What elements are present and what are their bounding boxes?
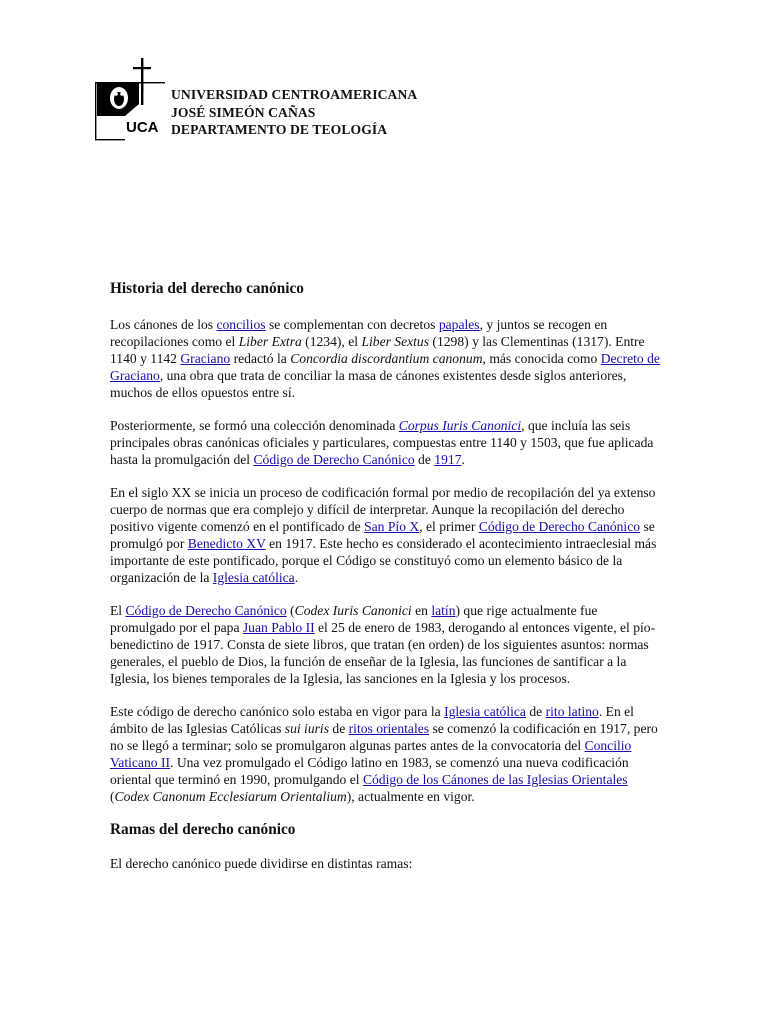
- university-name-line2: JOSÉ SIMEÓN CAÑAS: [171, 104, 316, 120]
- document-body: [110, 280, 662, 890]
- link-corpus-iuris-canonici[interactable]: Corpus Iuris Canonici: [398, 418, 522, 433]
- paragraph-5: Este código de derecho canónico solo estaba en vigor para la Iglesia católica de rito latino. En el ámbito de las Iglesias Católicas sui iuris de ritos orientales se comenzó la codificación en 1917, pero no se llegó a terminar; solo se promulgaron algunas partes antes de la convocatoria del Concilio Vaticano II. Una vez promulgado el Código latino en 1983, se comenzó una nueva codificación oriental que terminó en 1990, promulgando el Código de los Cánones de las Iglesias Orientales (Codex Canonum Ecclesiarum Orientalium), actualmente en vigor.: [110, 704, 658, 804]
- university-name: UNIVERSIDAD CENTROAMERICANA: [171, 87, 418, 102]
- link-codigo-derecho-canonico-3[interactable]: Código de Derecho Canónico: [125, 603, 287, 618]
- document-header: [95, 58, 695, 142]
- logo-text: UCA: [126, 119, 159, 136]
- institution-name: [171, 86, 417, 139]
- paragraph-4: El Código de Derecho Canónico (Codex Iuris Canonici en latín) que rige actualmente fue promulgado por el papa Juan Pablo II el 25 de enero de 1983, derogando al entonces vigente, el pío-benedictino de 1917. Consta de siete libros, que tratan (en orden) de los siguientes asuntos: normas generales, el pueblo de Dios, la función de enseñar de la Iglesia, las funciones de santificar a la Iglesia, los bienes temporales de la Iglesia, las sanciones en la Iglesia y los procesos.: [110, 603, 656, 686]
- link-concilio-vaticano-ii[interactable]: Concilio Vaticano II: [110, 738, 632, 770]
- link-benedicto-xv[interactable]: Benedicto XV: [187, 536, 266, 551]
- link-codigo-derecho-canonico-2[interactable]: Código de Derecho Canónico: [478, 519, 641, 534]
- link-san-pio-x[interactable]: San Pío X: [364, 519, 420, 534]
- link-concilios[interactable]: concilios: [216, 317, 266, 332]
- section-heading-historia: Historia del derecho canónico: [110, 280, 304, 297]
- paragraph-1: Los cánones de los concilios se complementan con decretos papales, y juntos se recogen en recopilaciones como el Liber Extra (1234), el Liber Sextus (1298) y las Clementinas (1317). Entre 1140 y 1142 Graciano redactó la Concordia discordantium canonum, más conocida como Decreto de Graciano, una obra que trata de conciliar la masa de cánones existentes desde siglos anteriores, muchos de ellos opuestos entre sí.: [110, 317, 660, 400]
- link-codigo-canones-iglesias-orientales[interactable]: Código de los Cánones de las Iglesias Orientales: [362, 772, 628, 787]
- link-iglesia-catolica[interactable]: Iglesia católica: [212, 570, 295, 585]
- link-1917[interactable]: 1917: [434, 452, 462, 467]
- link-graciano[interactable]: Graciano: [180, 351, 231, 366]
- paragraph-3: En el siglo XX se inicia un proceso de codificación formal por medio de recopilación del ya extenso cuerpo de normas que era complejo y difícil de interpretar. Aunque la recopilación del derecho positivo vigente comenzó en el pontificado de San Pío X, el primer Código de Derecho Canónico se promulgó por Benedicto XV en 1917. Este hecho es considerado el acontecimiento intraeclesial más importante de este pontificado, porque el Código se constituyó como un elemento básico de la organización de la Iglesia católica.: [110, 485, 657, 585]
- link-ritos-orientales[interactable]: ritos orientales: [348, 721, 430, 736]
- link-codigo-derecho-canonico[interactable]: Código de Derecho Canónico: [253, 452, 415, 467]
- link-iglesia-catolica-2[interactable]: Iglesia católica: [444, 704, 526, 719]
- uca-logo: [95, 58, 165, 142]
- link-papales[interactable]: papales: [438, 317, 480, 332]
- link-decreto-de-graciano[interactable]: Decreto de Graciano: [110, 351, 660, 383]
- section-heading-ramas: Ramas del derecho canónico: [110, 821, 296, 838]
- link-latin[interactable]: latín: [431, 603, 456, 618]
- link-rito-latino[interactable]: rito latino: [545, 704, 599, 719]
- department-name: DEPARTAMENTO DE TEOLOGÍA: [171, 122, 388, 137]
- link-juan-pablo-ii[interactable]: Juan Pablo II: [242, 620, 315, 635]
- paragraph-ramas-intro: El derecho canónico puede dividirse en distintas ramas:: [110, 856, 413, 871]
- paragraph-2: Posteriormente, se formó una colección denominada Corpus Iuris Canonici, que incluía las seis principales obras canónicas oficiales y particulares, compuestas entre 1140 y 1503, que fue aplicada hasta la promulgación del Código de Derecho Canónico de 1917.: [110, 418, 654, 467]
